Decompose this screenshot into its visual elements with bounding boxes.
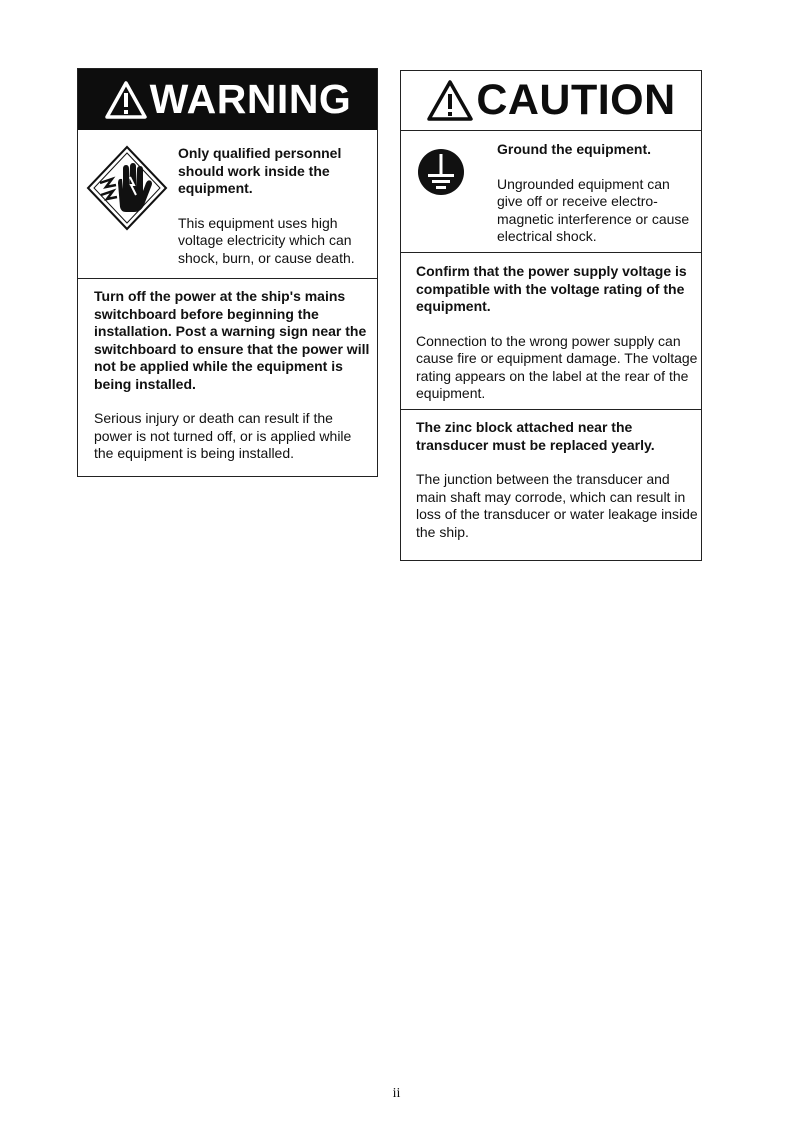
caution-panel [400,70,702,561]
warning-triangle-icon [104,80,148,120]
page-number: ii [392,1086,401,1101]
caution-section-voltage [401,254,701,409]
warning-panel [77,68,378,477]
caution-divider-1 [401,252,701,253]
caution-ground-body: Ungrounded equipment can give off or receive electro-magnetic interference or cause electrical shock. [497,175,690,244]
caution-section-ground [401,130,701,252]
warning-title: WARNING [149,76,352,122]
warning-section-qualified [78,130,377,278]
warning-header [78,69,377,130]
caution-title: CAUTION [476,76,676,124]
caution-triangle-icon [426,79,474,123]
caution-voltage-body: Connection to the wrong power supply can cause fire or equipment damage. The voltage rating appears on the label at the rear of the equipment. [416,332,698,401]
warning-power-body: Serious injury or death can result if the power is not turned off, or is applied while the equipment is being installed. [94,410,352,461]
caution-divider-2 [401,409,701,410]
warning-qualified-heading: Only qualified personnel should work inside the equipment. [178,145,342,196]
caution-voltage-heading: Confirm that the power supply voltage is compatible with the voltage rating of the equipment. [416,263,687,314]
caution-header [401,71,701,131]
warning-power-heading: Turn off the power at the ship's mains switchboard before beginning the installation. Post a warning sign near the switchboard to ensure that the power will not be applied while the equipment is being installed. [94,288,370,392]
caution-ground-heading: Ground the equipment. [497,141,651,157]
warning-divider [78,278,377,279]
high-voltage-hand-icon [86,145,168,231]
caution-zinc-body: The junction between the transducer and main shaft may corrode, which can result in loss of the transducer or water leakage inside the ship. [416,471,698,540]
warning-qualified-body: This equipment uses high voltage electricity which can shock, burn, or cause death. [178,214,355,266]
caution-zinc-heading: The zinc block attached near the transducer must be replaced yearly. [416,419,655,453]
ground-icon [417,148,465,196]
